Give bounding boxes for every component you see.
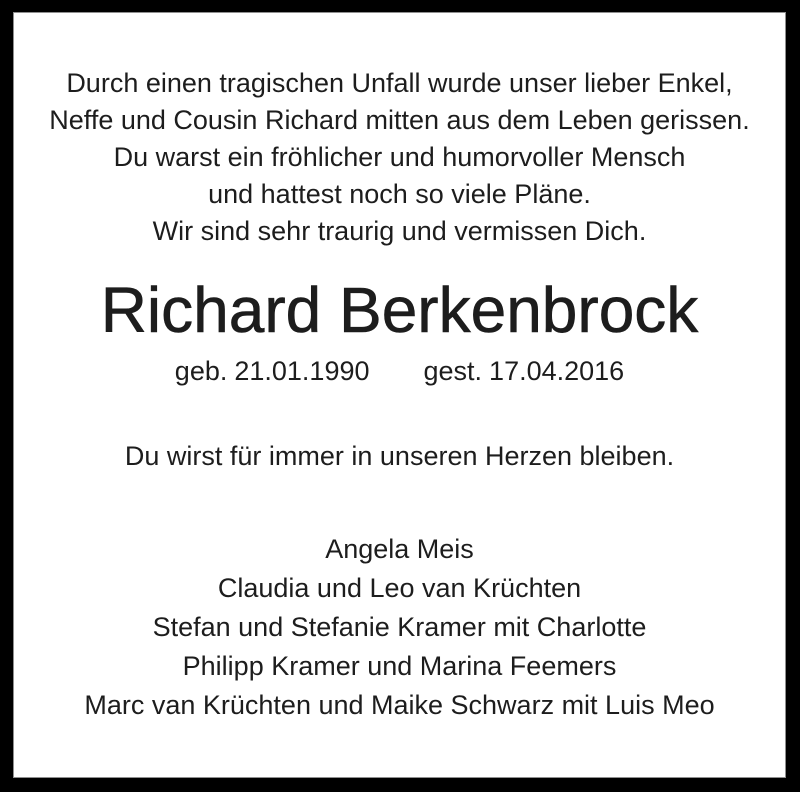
- birth-date-value: 21.01.1990: [234, 356, 370, 386]
- mourner-line: Stefan und Stefanie Kramer mit Charlotte: [152, 612, 647, 642]
- intro-line: Durch einen tragischen Unfall wurde unser lieber Enkel,: [66, 68, 733, 98]
- intro-text: [14, 65, 785, 250]
- death-date: [424, 354, 625, 388]
- mourners-list: [14, 530, 785, 725]
- death-label: gest.: [423, 356, 483, 386]
- birth-date: [175, 354, 370, 388]
- deceased-name: Richard Berkenbrock: [100, 274, 699, 346]
- intro-line: Du warst ein fröhlicher und humorvoller Mensch: [113, 142, 686, 172]
- mourner-line: Claudia und Leo van Krüchten: [217, 573, 582, 603]
- death-date-value: 17.04.2016: [489, 356, 625, 386]
- intro-line: Wir sind sehr traurig und vermissen Dich.: [152, 216, 647, 246]
- life-dates: [14, 354, 785, 388]
- intro-line: Neffe und Cousin Richard mitten aus dem Leben gerissen.: [49, 105, 750, 135]
- death-notice-card: [13, 12, 786, 778]
- memorial-line: Du wirst für immer in unseren Herzen bleiben.: [124, 441, 675, 471]
- mourner-line: Angela Meis: [325, 534, 474, 564]
- mourner-line: Marc van Krüchten und Maike Schwarz mit Luis Meo: [84, 690, 715, 720]
- birth-label: geb.: [174, 356, 228, 386]
- mourner-line: Philipp Kramer und Marina Feemers: [182, 651, 617, 681]
- intro-line: und hattest noch so viele Pläne.: [208, 179, 591, 209]
